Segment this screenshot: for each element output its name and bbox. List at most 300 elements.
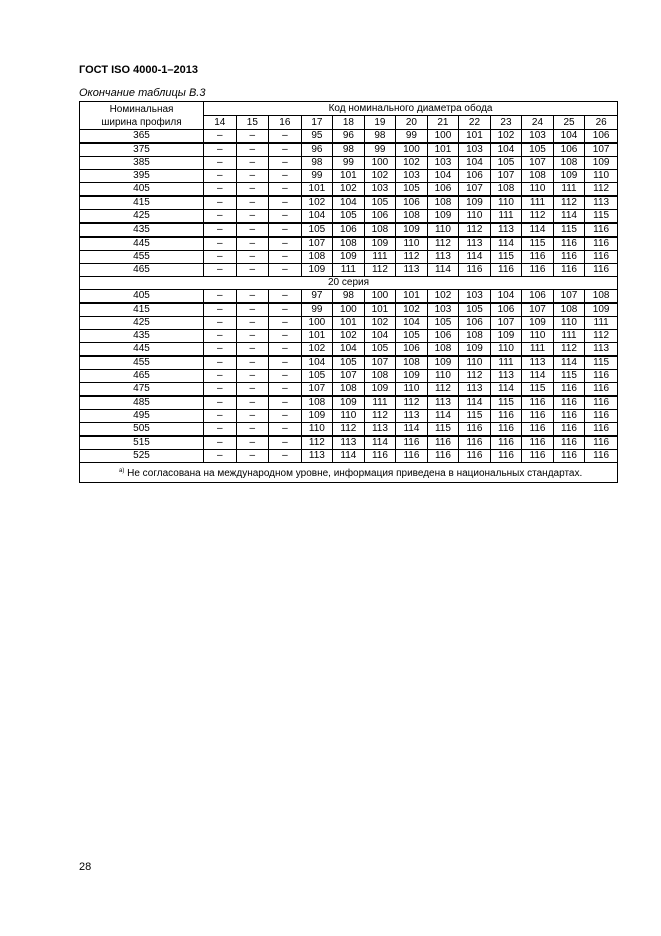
load-index-cell: 109 [427, 356, 459, 370]
table-row [80, 264, 618, 277]
load-index-cell: 112 [396, 251, 428, 264]
load-index-cell: 111 [553, 330, 585, 343]
load-index-cell: 113 [585, 343, 618, 357]
load-index-cell: 111 [333, 264, 365, 277]
load-index-cell: – [269, 210, 302, 224]
rim-code-header-cell: 25 [553, 116, 585, 130]
load-index-cell: 103 [459, 290, 491, 304]
load-index-cell: – [269, 143, 302, 157]
load-index-cell: 113 [427, 251, 459, 264]
profile-width-cell: 425 [80, 210, 204, 224]
table-row [80, 170, 618, 183]
load-index-cell: – [204, 396, 237, 410]
load-index-cell: 110 [427, 370, 459, 383]
load-index-cell: 108 [364, 370, 396, 383]
load-index-cell: 105 [301, 223, 333, 237]
load-index-cell: – [204, 223, 237, 237]
load-index-cell: 102 [364, 317, 396, 330]
load-index-cell: 110 [522, 330, 554, 343]
load-index-cell: 100 [364, 157, 396, 170]
table-row [80, 237, 618, 251]
rim-code-header-cell: 14 [204, 116, 237, 130]
load-index-cell: 100 [301, 317, 333, 330]
load-index-cell: – [269, 330, 302, 343]
table-row [80, 330, 618, 343]
load-index-cell: 96 [333, 130, 365, 144]
load-index-cell: 114 [553, 356, 585, 370]
load-index-cell: – [269, 264, 302, 277]
rim-code-header-cell: 18 [333, 116, 365, 130]
rim-code-header-cell: 15 [236, 116, 269, 130]
nominal-width-header-line1: Номинальная [109, 104, 174, 115]
load-index-cell: – [269, 317, 302, 330]
load-index-cell: 106 [490, 303, 522, 317]
load-index-cell: – [236, 223, 269, 237]
load-index-cell: – [269, 410, 302, 423]
profile-width-cell: 465 [80, 370, 204, 383]
rim-code-header-cell: 21 [427, 116, 459, 130]
load-index-cell: 109 [333, 251, 365, 264]
load-index-cell: – [236, 251, 269, 264]
load-index-cell: 112 [364, 264, 396, 277]
table-row [80, 423, 618, 437]
load-index-cell: 101 [427, 143, 459, 157]
load-index-cell: 116 [490, 436, 522, 450]
document-header: ГОСТ ISO 4000-1–2013 [79, 64, 198, 76]
load-index-cell: 108 [427, 196, 459, 210]
load-index-cell: – [204, 210, 237, 224]
rim-code-header-cell: 24 [522, 116, 554, 130]
load-index-cell: 114 [522, 223, 554, 237]
load-index-cell: 110 [490, 343, 522, 357]
load-index-cell: 109 [459, 343, 491, 357]
load-index-cell: 110 [459, 210, 491, 224]
table-header-row-1 [80, 102, 618, 116]
load-index-cell: – [204, 423, 237, 437]
load-index-cell: – [236, 370, 269, 383]
load-index-cell: 116 [522, 410, 554, 423]
load-index-cell: 114 [427, 264, 459, 277]
table-row [80, 143, 618, 157]
footnote-text: Не согласована на международном уровне, информация приведена в национальных стандартах. [127, 468, 583, 479]
load-index-cell: 114 [459, 251, 491, 264]
profile-width-cell: 455 [80, 251, 204, 264]
load-index-cell: 113 [459, 237, 491, 251]
load-index-cell: 101 [301, 183, 333, 197]
load-index-cell: 115 [490, 396, 522, 410]
load-index-cell: 111 [364, 251, 396, 264]
load-index-cell: 116 [490, 264, 522, 277]
load-index-cell: 107 [585, 143, 618, 157]
load-index-cell: – [236, 237, 269, 251]
load-index-cell: 103 [427, 303, 459, 317]
load-index-cell: 107 [490, 317, 522, 330]
profile-width-cell: 385 [80, 157, 204, 170]
load-index-cell: – [269, 290, 302, 304]
load-index-cell: – [269, 383, 302, 397]
load-index-cell: 110 [301, 423, 333, 437]
table-row [80, 383, 618, 397]
load-index-cell: – [236, 356, 269, 370]
load-index-cell: – [236, 423, 269, 437]
load-index-cell: 116 [553, 396, 585, 410]
rim-code-header-cell: 22 [459, 116, 491, 130]
load-index-cell: 113 [301, 450, 333, 463]
profile-width-cell: 465 [80, 264, 204, 277]
load-index-cell: 113 [396, 264, 428, 277]
load-index-cell: 111 [490, 210, 522, 224]
profile-width-cell: 375 [80, 143, 204, 157]
load-index-cell: – [204, 436, 237, 450]
load-index-cell: – [204, 264, 237, 277]
load-index-cell: – [236, 330, 269, 343]
load-index-cell: 102 [427, 290, 459, 304]
load-index-cell: 109 [364, 237, 396, 251]
load-index-cell: – [204, 317, 237, 330]
load-index-cell: 111 [490, 356, 522, 370]
profile-width-cell: 475 [80, 383, 204, 397]
profile-width-cell: 515 [80, 436, 204, 450]
load-index-cell: 109 [396, 223, 428, 237]
load-index-cell: 116 [522, 423, 554, 437]
load-index-cell: 114 [427, 410, 459, 423]
footnote [80, 463, 618, 483]
load-index-cell: – [204, 410, 237, 423]
load-index-cell: – [236, 183, 269, 197]
load-index-cell: 101 [333, 317, 365, 330]
load-index-cell: 106 [553, 143, 585, 157]
load-index-cell: 105 [522, 143, 554, 157]
profile-width-cell: 405 [80, 290, 204, 304]
load-index-cell: 110 [396, 237, 428, 251]
load-index-cell: 116 [490, 423, 522, 437]
rim-code-header-cell: 19 [364, 116, 396, 130]
load-index-cell: 113 [333, 436, 365, 450]
load-index-cell: 114 [522, 370, 554, 383]
load-index-cell: 110 [490, 196, 522, 210]
rim-code-header-cell: 17 [301, 116, 333, 130]
load-index-cell: 104 [396, 317, 428, 330]
load-index-cell: – [236, 450, 269, 463]
load-index-cell: – [204, 370, 237, 383]
load-index-cell: 102 [490, 130, 522, 144]
load-index-cell: – [236, 157, 269, 170]
load-index-cell: 108 [301, 251, 333, 264]
load-index-cell: 103 [427, 157, 459, 170]
load-index-cell: 116 [585, 264, 618, 277]
load-index-cell: – [269, 370, 302, 383]
profile-width-cell: 485 [80, 396, 204, 410]
load-index-cell: 113 [427, 396, 459, 410]
load-index-cell: 109 [459, 196, 491, 210]
load-index-cell: 108 [585, 290, 618, 304]
load-index-cell: 114 [490, 383, 522, 397]
nominal-width-header [80, 102, 204, 130]
load-index-cell: 107 [333, 370, 365, 383]
load-index-cell: 108 [333, 383, 365, 397]
load-index-cell: – [204, 170, 237, 183]
load-index-cell: 116 [585, 423, 618, 437]
load-index-cell: – [269, 436, 302, 450]
load-index-cell: 116 [553, 383, 585, 397]
table-row [80, 130, 618, 144]
load-index-cell: – [204, 237, 237, 251]
profile-width-cell: 435 [80, 330, 204, 343]
load-index-cell: 109 [553, 170, 585, 183]
load-index-cell: 102 [364, 170, 396, 183]
load-index-table [79, 101, 618, 483]
load-index-cell: – [269, 237, 302, 251]
series-section [80, 277, 618, 290]
load-index-cell: 106 [427, 330, 459, 343]
load-index-cell: 110 [396, 383, 428, 397]
load-index-cell: – [204, 450, 237, 463]
series-label: 20 серия [80, 277, 618, 290]
load-index-cell: – [204, 251, 237, 264]
profile-width-cell: 445 [80, 343, 204, 357]
table-row [80, 317, 618, 330]
load-index-cell: 101 [301, 330, 333, 343]
load-index-cell: 116 [522, 450, 554, 463]
load-index-cell: – [204, 356, 237, 370]
load-index-cell: – [236, 130, 269, 144]
load-index-cell: 97 [301, 290, 333, 304]
load-index-cell: 114 [364, 436, 396, 450]
load-index-cell: 98 [364, 130, 396, 144]
load-index-cell: 112 [585, 183, 618, 197]
load-index-cell: 112 [553, 196, 585, 210]
load-index-cell: 106 [459, 170, 491, 183]
load-index-cell: – [204, 330, 237, 343]
load-index-cell: – [236, 303, 269, 317]
load-index-cell: 114 [490, 237, 522, 251]
load-index-cell: 108 [333, 237, 365, 251]
load-index-cell: 116 [553, 237, 585, 251]
table-row [80, 450, 618, 463]
load-index-cell: 108 [522, 170, 554, 183]
load-index-cell: 107 [522, 303, 554, 317]
load-index-cell: 115 [553, 370, 585, 383]
load-index-cell: – [236, 343, 269, 357]
load-index-cell: 100 [364, 290, 396, 304]
load-index-cell: 107 [522, 157, 554, 170]
load-index-cell: 116 [522, 251, 554, 264]
footnote-row [80, 463, 618, 483]
load-index-cell: 110 [459, 356, 491, 370]
load-index-cell: 115 [459, 410, 491, 423]
load-index-cell: 116 [585, 396, 618, 410]
load-index-cell: 99 [396, 130, 428, 144]
load-index-cell: 112 [333, 423, 365, 437]
profile-width-cell: 415 [80, 303, 204, 317]
load-index-cell: – [204, 157, 237, 170]
load-index-cell: 99 [301, 170, 333, 183]
load-index-cell: 116 [490, 450, 522, 463]
load-index-cell: 112 [301, 436, 333, 450]
load-index-cell: – [236, 396, 269, 410]
load-index-cell: 113 [490, 223, 522, 237]
load-index-cell: – [236, 410, 269, 423]
load-index-cell: 105 [396, 183, 428, 197]
load-index-cell: – [204, 343, 237, 357]
load-index-cell: 107 [553, 290, 585, 304]
profile-width-cell: 365 [80, 130, 204, 144]
footnote-mark: а) [119, 468, 125, 474]
load-index-cell: 111 [364, 396, 396, 410]
rim-code-header-cell: 23 [490, 116, 522, 130]
load-index-cell: 106 [459, 317, 491, 330]
table-caption: Окончание таблицы В.3 [79, 87, 206, 99]
load-index-cell: 109 [585, 157, 618, 170]
load-index-cell: 107 [490, 170, 522, 183]
load-index-cell: 100 [427, 130, 459, 144]
load-index-cell: 105 [301, 370, 333, 383]
series-row [80, 277, 618, 290]
load-index-cell: – [236, 210, 269, 224]
load-index-cell: 115 [585, 210, 618, 224]
load-index-cell: 105 [490, 157, 522, 170]
load-index-cell: 104 [459, 157, 491, 170]
load-index-cell: 109 [301, 264, 333, 277]
load-index-cell: 113 [396, 410, 428, 423]
load-index-cell: 114 [459, 396, 491, 410]
load-index-cell: 110 [333, 410, 365, 423]
table-row [80, 303, 618, 317]
load-index-cell: 106 [364, 210, 396, 224]
table-row [80, 396, 618, 410]
load-index-cell: – [204, 143, 237, 157]
load-index-cell: – [236, 170, 269, 183]
load-index-cell: 112 [585, 330, 618, 343]
profile-width-cell: 405 [80, 183, 204, 197]
load-index-cell: 102 [301, 343, 333, 357]
load-index-cell: 115 [490, 251, 522, 264]
load-index-cell: 113 [459, 383, 491, 397]
load-index-cell: 116 [459, 450, 491, 463]
load-index-cell: 115 [585, 356, 618, 370]
load-index-cell: 116 [522, 396, 554, 410]
table-row [80, 183, 618, 197]
load-index-cell: 109 [396, 370, 428, 383]
profile-width-cell: 525 [80, 450, 204, 463]
load-index-cell: 116 [553, 436, 585, 450]
load-index-cell: 111 [522, 196, 554, 210]
load-index-cell: 104 [490, 143, 522, 157]
load-index-cell: 106 [396, 196, 428, 210]
load-index-cell: 104 [427, 170, 459, 183]
load-index-cell: 101 [364, 303, 396, 317]
load-index-cell: – [269, 303, 302, 317]
load-index-cell: 116 [427, 436, 459, 450]
load-index-cell: 116 [585, 223, 618, 237]
load-index-cell: 116 [459, 264, 491, 277]
load-index-cell: 112 [553, 343, 585, 357]
rim-diameter-code-header: Код номинального диаметра обода [204, 102, 618, 116]
load-index-cell: 102 [396, 303, 428, 317]
load-index-cell: 105 [427, 317, 459, 330]
load-index-cell: 116 [522, 436, 554, 450]
profile-width-cell: 395 [80, 170, 204, 183]
load-index-cell: – [236, 317, 269, 330]
load-index-cell: – [269, 223, 302, 237]
load-index-cell: 116 [459, 423, 491, 437]
load-index-cell: – [236, 264, 269, 277]
load-index-cell: 104 [333, 196, 365, 210]
page-number: 28 [79, 861, 92, 873]
table-row [80, 157, 618, 170]
table-row [80, 356, 618, 370]
load-index-cell: 105 [459, 303, 491, 317]
load-index-cell: 116 [459, 436, 491, 450]
load-index-cell: 106 [396, 343, 428, 357]
load-index-cell: 99 [301, 303, 333, 317]
table-row [80, 343, 618, 357]
load-index-cell: 103 [364, 183, 396, 197]
load-index-cell: 113 [364, 423, 396, 437]
load-index-cell: 102 [396, 157, 428, 170]
load-index-cell: 116 [396, 436, 428, 450]
load-index-cell: 116 [585, 450, 618, 463]
load-index-cell: 100 [396, 143, 428, 157]
load-index-cell: 116 [585, 383, 618, 397]
table-row [80, 251, 618, 264]
load-index-cell: 110 [553, 317, 585, 330]
profile-width-cell: 445 [80, 237, 204, 251]
load-index-cell: 101 [396, 290, 428, 304]
table-row [80, 370, 618, 383]
load-index-cell: – [269, 170, 302, 183]
load-index-cell: 108 [427, 343, 459, 357]
load-index-cell: 108 [396, 210, 428, 224]
load-index-cell: 112 [364, 410, 396, 423]
load-index-cell: 99 [364, 143, 396, 157]
load-index-cell: 108 [553, 303, 585, 317]
load-index-cell: 116 [553, 264, 585, 277]
rim-code-header-cell: 26 [585, 116, 618, 130]
load-index-cell: 107 [459, 183, 491, 197]
load-index-cell: 116 [427, 450, 459, 463]
load-index-cell: 109 [427, 210, 459, 224]
load-index-cell: 115 [522, 237, 554, 251]
load-index-cell: 116 [585, 436, 618, 450]
rim-code-header-cell: 16 [269, 116, 302, 130]
load-index-cell: 116 [585, 251, 618, 264]
load-index-cell: 104 [553, 130, 585, 144]
profile-width-cell: 505 [80, 423, 204, 437]
load-index-cell: 116 [585, 237, 618, 251]
load-index-cell: 102 [301, 196, 333, 210]
load-index-cell: 105 [396, 330, 428, 343]
load-index-cell: 95 [301, 130, 333, 144]
load-index-cell: – [204, 290, 237, 304]
load-index-cell: 108 [490, 183, 522, 197]
load-index-cell: 116 [490, 410, 522, 423]
load-index-cell: 102 [333, 330, 365, 343]
load-index-cell: – [204, 383, 237, 397]
load-index-cell: – [236, 290, 269, 304]
profile-width-cell: 425 [80, 317, 204, 330]
load-index-cell: 108 [301, 396, 333, 410]
load-index-cell: 114 [333, 450, 365, 463]
profile-width-cell: 455 [80, 356, 204, 370]
load-index-cell: – [269, 157, 302, 170]
load-index-cell: 110 [522, 183, 554, 197]
load-index-cell: – [269, 196, 302, 210]
profile-width-cell: 415 [80, 196, 204, 210]
load-index-cell: – [204, 196, 237, 210]
load-index-cell: 100 [333, 303, 365, 317]
load-index-cell: 115 [553, 223, 585, 237]
